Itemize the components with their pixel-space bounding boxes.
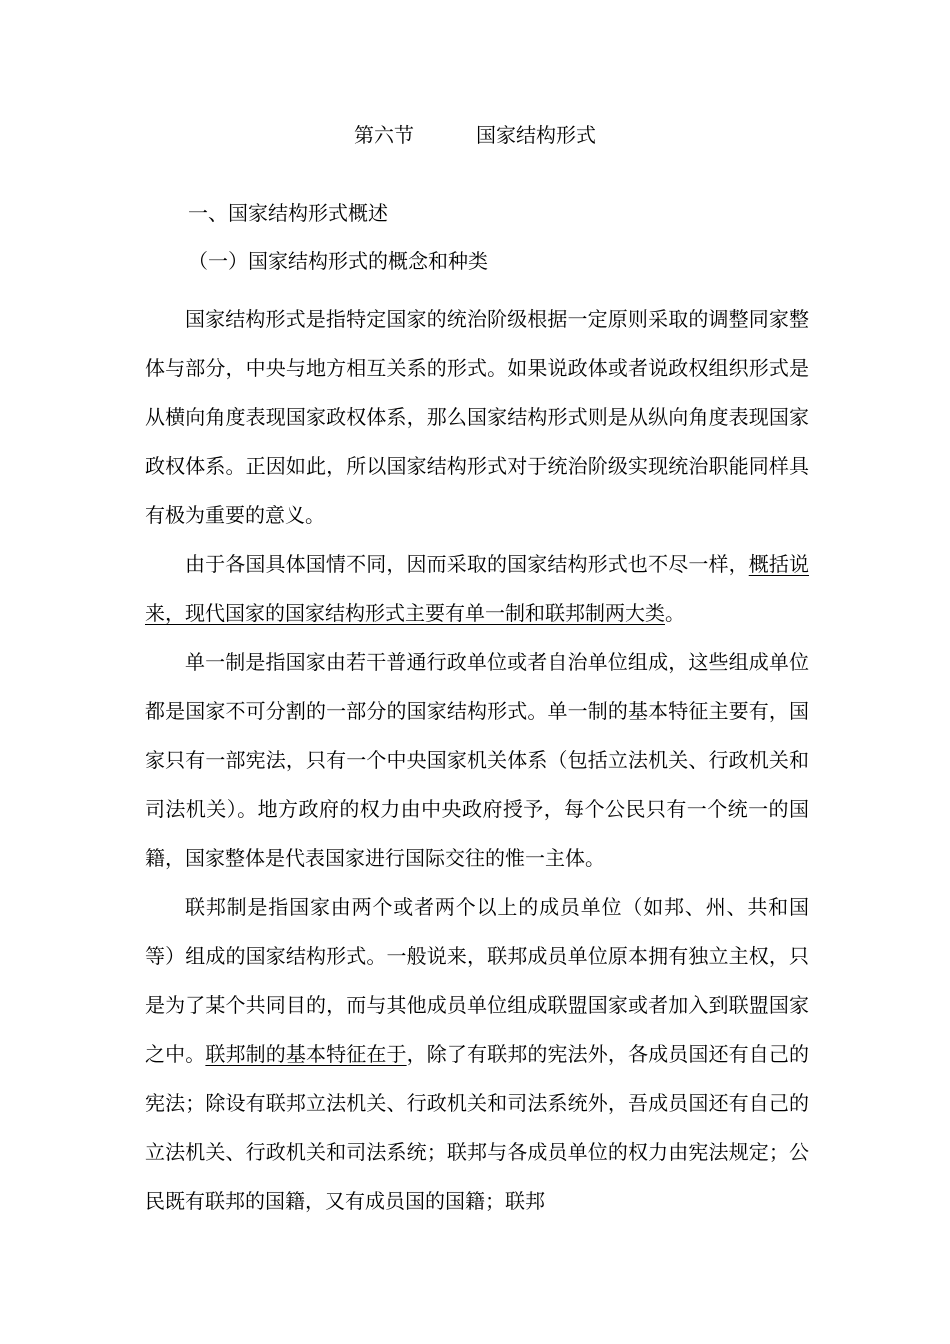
paragraph-types-end: 。 bbox=[665, 601, 685, 625]
section-title bbox=[0, 120, 950, 150]
heading-level-1: 一、国家结构形式概述 bbox=[188, 201, 388, 225]
body-text bbox=[145, 295, 809, 1226]
paragraph-federal-text: 联邦制是指国家由两个或者两个以上的成员单位（如邦、州、共和国等）组成的国家结构形式。一般说来，联邦成员单位原本拥有独立主权，只是为了某个共同目的，而与其他成员单位组成联盟国家或者加入到联盟国家之中。 bbox=[145, 895, 809, 1066]
underlined-text: 概括说来，现代国家的国家结构形式主要有单一制和联邦制两大类 bbox=[145, 552, 810, 625]
underlined-text: 联邦制的基本特征在于 bbox=[205, 1042, 407, 1066]
paragraph-types bbox=[145, 540, 809, 638]
paragraph-unitary: 单一制是指国家由若干普通行政单位或者自治单位组成，这些组成单位都是国家不可分割的一部分的国家结构形式。单一制的基本特征主要有，国家只有一部宪法，只有一个中央国家机关体系（包括立法机关、行政机关和司法机关）。地方政府的权力由中央政府授予，每个公民只有一个统一的国籍，国家整体是代表国家进行国际交往的惟一主体。 bbox=[145, 650, 809, 870]
section-number: 第六节 bbox=[354, 123, 414, 147]
paragraph-types-text: 由于各国具体国情不同，因而采取的国家结构形式也不尽一样， bbox=[185, 552, 749, 576]
section-name: 国家结构形式 bbox=[476, 123, 596, 147]
paragraph-federal-rest: ，除了有联邦的宪法外，各成员国还有自己的宪法；除设有联邦立法机关、行政机关和司法系统外，吾成员国还有自己的立法机关、行政机关和司法系统；联邦与各成员单位的权力由宪法规定；公民既有联邦的国籍，又有成员国的国籍；联邦 bbox=[145, 1042, 809, 1213]
paragraph-definition: 国家结构形式是指特定国家的统治阶级根据一定原则采取的调整同家整体与部分，中央与地方相互关系的形式。如果说政体或者说政权组织形式是从横向角度表现国家政权体系，那么国家结构形式则是从纵向角度表现国家政权体系。正因如此，所以国家结构形式对于统治阶级实现统治职能同样具有极为重要的意义。 bbox=[145, 307, 809, 527]
heading-level-2: （一）国家结构形式的概念和种类 bbox=[188, 249, 488, 273]
paragraph-federal bbox=[145, 883, 809, 1226]
